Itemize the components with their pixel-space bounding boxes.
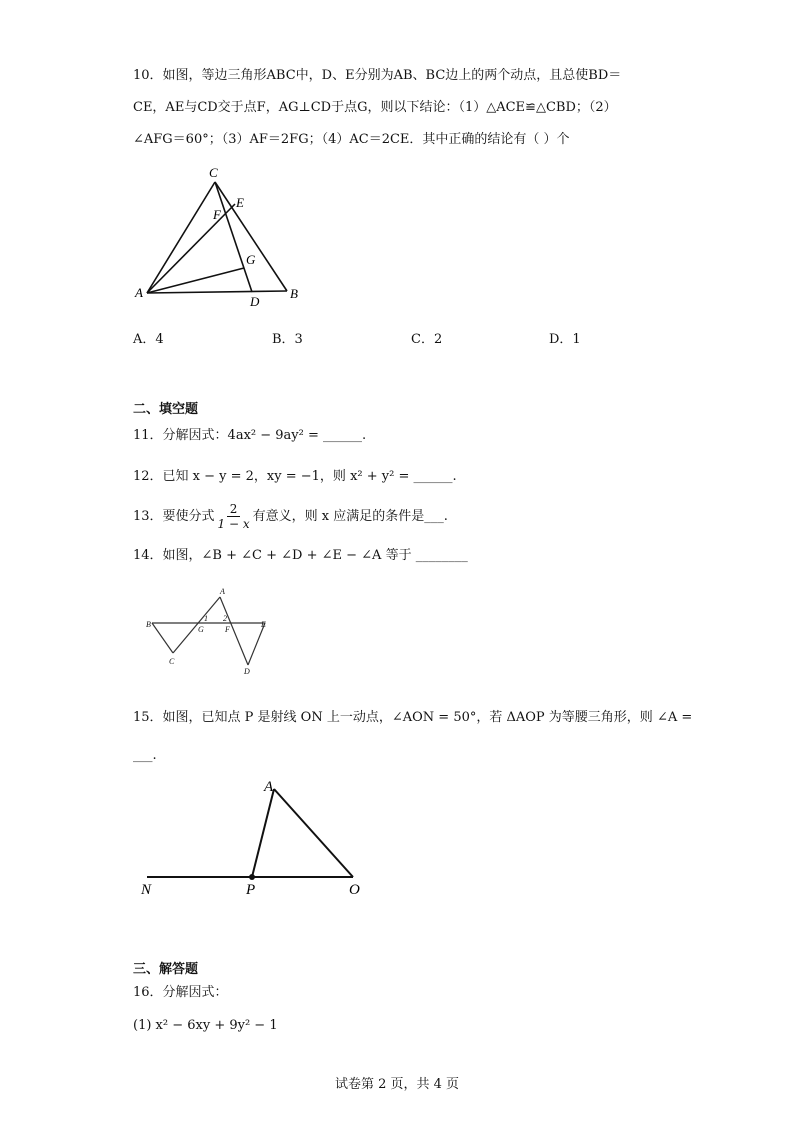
- label-c: C: [209, 165, 218, 180]
- q15-figure: [135, 770, 375, 900]
- label-d: D: [244, 667, 250, 675]
- label-c: C: [169, 657, 175, 666]
- point-p: [249, 874, 255, 880]
- q13: [133, 502, 448, 531]
- segment-bc: [152, 623, 173, 653]
- label-b: B: [290, 286, 298, 301]
- q12-text: 12．已知 x − y = 2，xy = −1，则 x² + y² = ______.: [133, 469, 457, 484]
- q16-part1: (1) x² − 6xy + 9y² − 1: [133, 1018, 278, 1033]
- q16-text: 16．分解因式：: [133, 985, 228, 1000]
- label-a: A: [264, 779, 274, 795]
- label-f: F: [225, 625, 230, 634]
- segment-ag: [147, 268, 244, 293]
- q15-line2: ___.: [133, 748, 157, 763]
- option-d[interactable]: D．1: [549, 332, 581, 347]
- label-a: A: [135, 285, 143, 300]
- page-footer: 试卷第 2 页，共 4 页: [334, 1077, 460, 1092]
- q14-text: 14．如图，∠B + ∠C + ∠D + ∠E − ∠A 等于 ________: [133, 548, 468, 563]
- q10-figure: [130, 160, 320, 310]
- label-e: E: [236, 195, 244, 210]
- side-cb: [215, 182, 287, 291]
- label-e: E: [261, 620, 266, 629]
- option-a[interactable]: A．4: [133, 332, 164, 347]
- q13-suffix: 有意义，则 x 应满足的条件是___.: [252, 508, 448, 524]
- q11-text: 11．分解因式：4ax² − 9ay² = ______.: [133, 428, 367, 443]
- side-ab: [147, 291, 287, 293]
- label-d: D: [250, 294, 260, 309]
- segment-ae: [147, 204, 235, 293]
- q13-prefix: 13．要使分式: [133, 508, 215, 524]
- label-f: F: [213, 207, 221, 222]
- q13-fraction: [218, 502, 250, 531]
- q10-line3: ∠AFG＝60°；（3）AF＝2FG；（4）AC＝2CE．其中正确的结论有（ ）个: [133, 132, 570, 147]
- label-g: G: [246, 252, 256, 267]
- label-b: B: [146, 620, 151, 629]
- label-2: 2: [223, 614, 227, 623]
- label-1: 1: [204, 614, 208, 623]
- label-g: G: [198, 625, 204, 634]
- q13-numerator: 2: [227, 502, 241, 517]
- label-p: P: [246, 882, 256, 898]
- label-a: A: [220, 587, 225, 596]
- option-c[interactable]: C．2: [411, 332, 443, 347]
- label-o: O: [349, 882, 360, 898]
- q10-line1: 10．如图，等边三角形ABC中，D、E分别为AB、BC边上的两个动点，且总使BD＝: [133, 68, 622, 83]
- section-title-fill-in: 二、填空题: [133, 402, 199, 417]
- segment-ao: [274, 789, 353, 877]
- option-b[interactable]: B．3: [272, 332, 303, 347]
- segment-cd: [215, 182, 252, 292]
- side-ac: [147, 182, 215, 293]
- q13-denominator: 1 − x: [217, 517, 250, 531]
- q10-line2: CE，AE与CD交于点F，AG⊥CD于点G，则以下结论：（1）△ACE≌△CBD；（2）: [133, 100, 617, 115]
- label-n: N: [141, 882, 152, 898]
- segment-ca: [173, 597, 220, 653]
- q14-figure: [140, 585, 280, 675]
- segment-pa: [252, 789, 274, 877]
- q15-line1: 15．如图，已知点 P 是射线 ON 上一动点，∠AON = 50°，若 ΔAOP 为等腰三角形，则 ∠A =: [133, 710, 693, 725]
- segment-de: [248, 623, 265, 665]
- section-title-solutions: 三、解答题: [133, 962, 199, 977]
